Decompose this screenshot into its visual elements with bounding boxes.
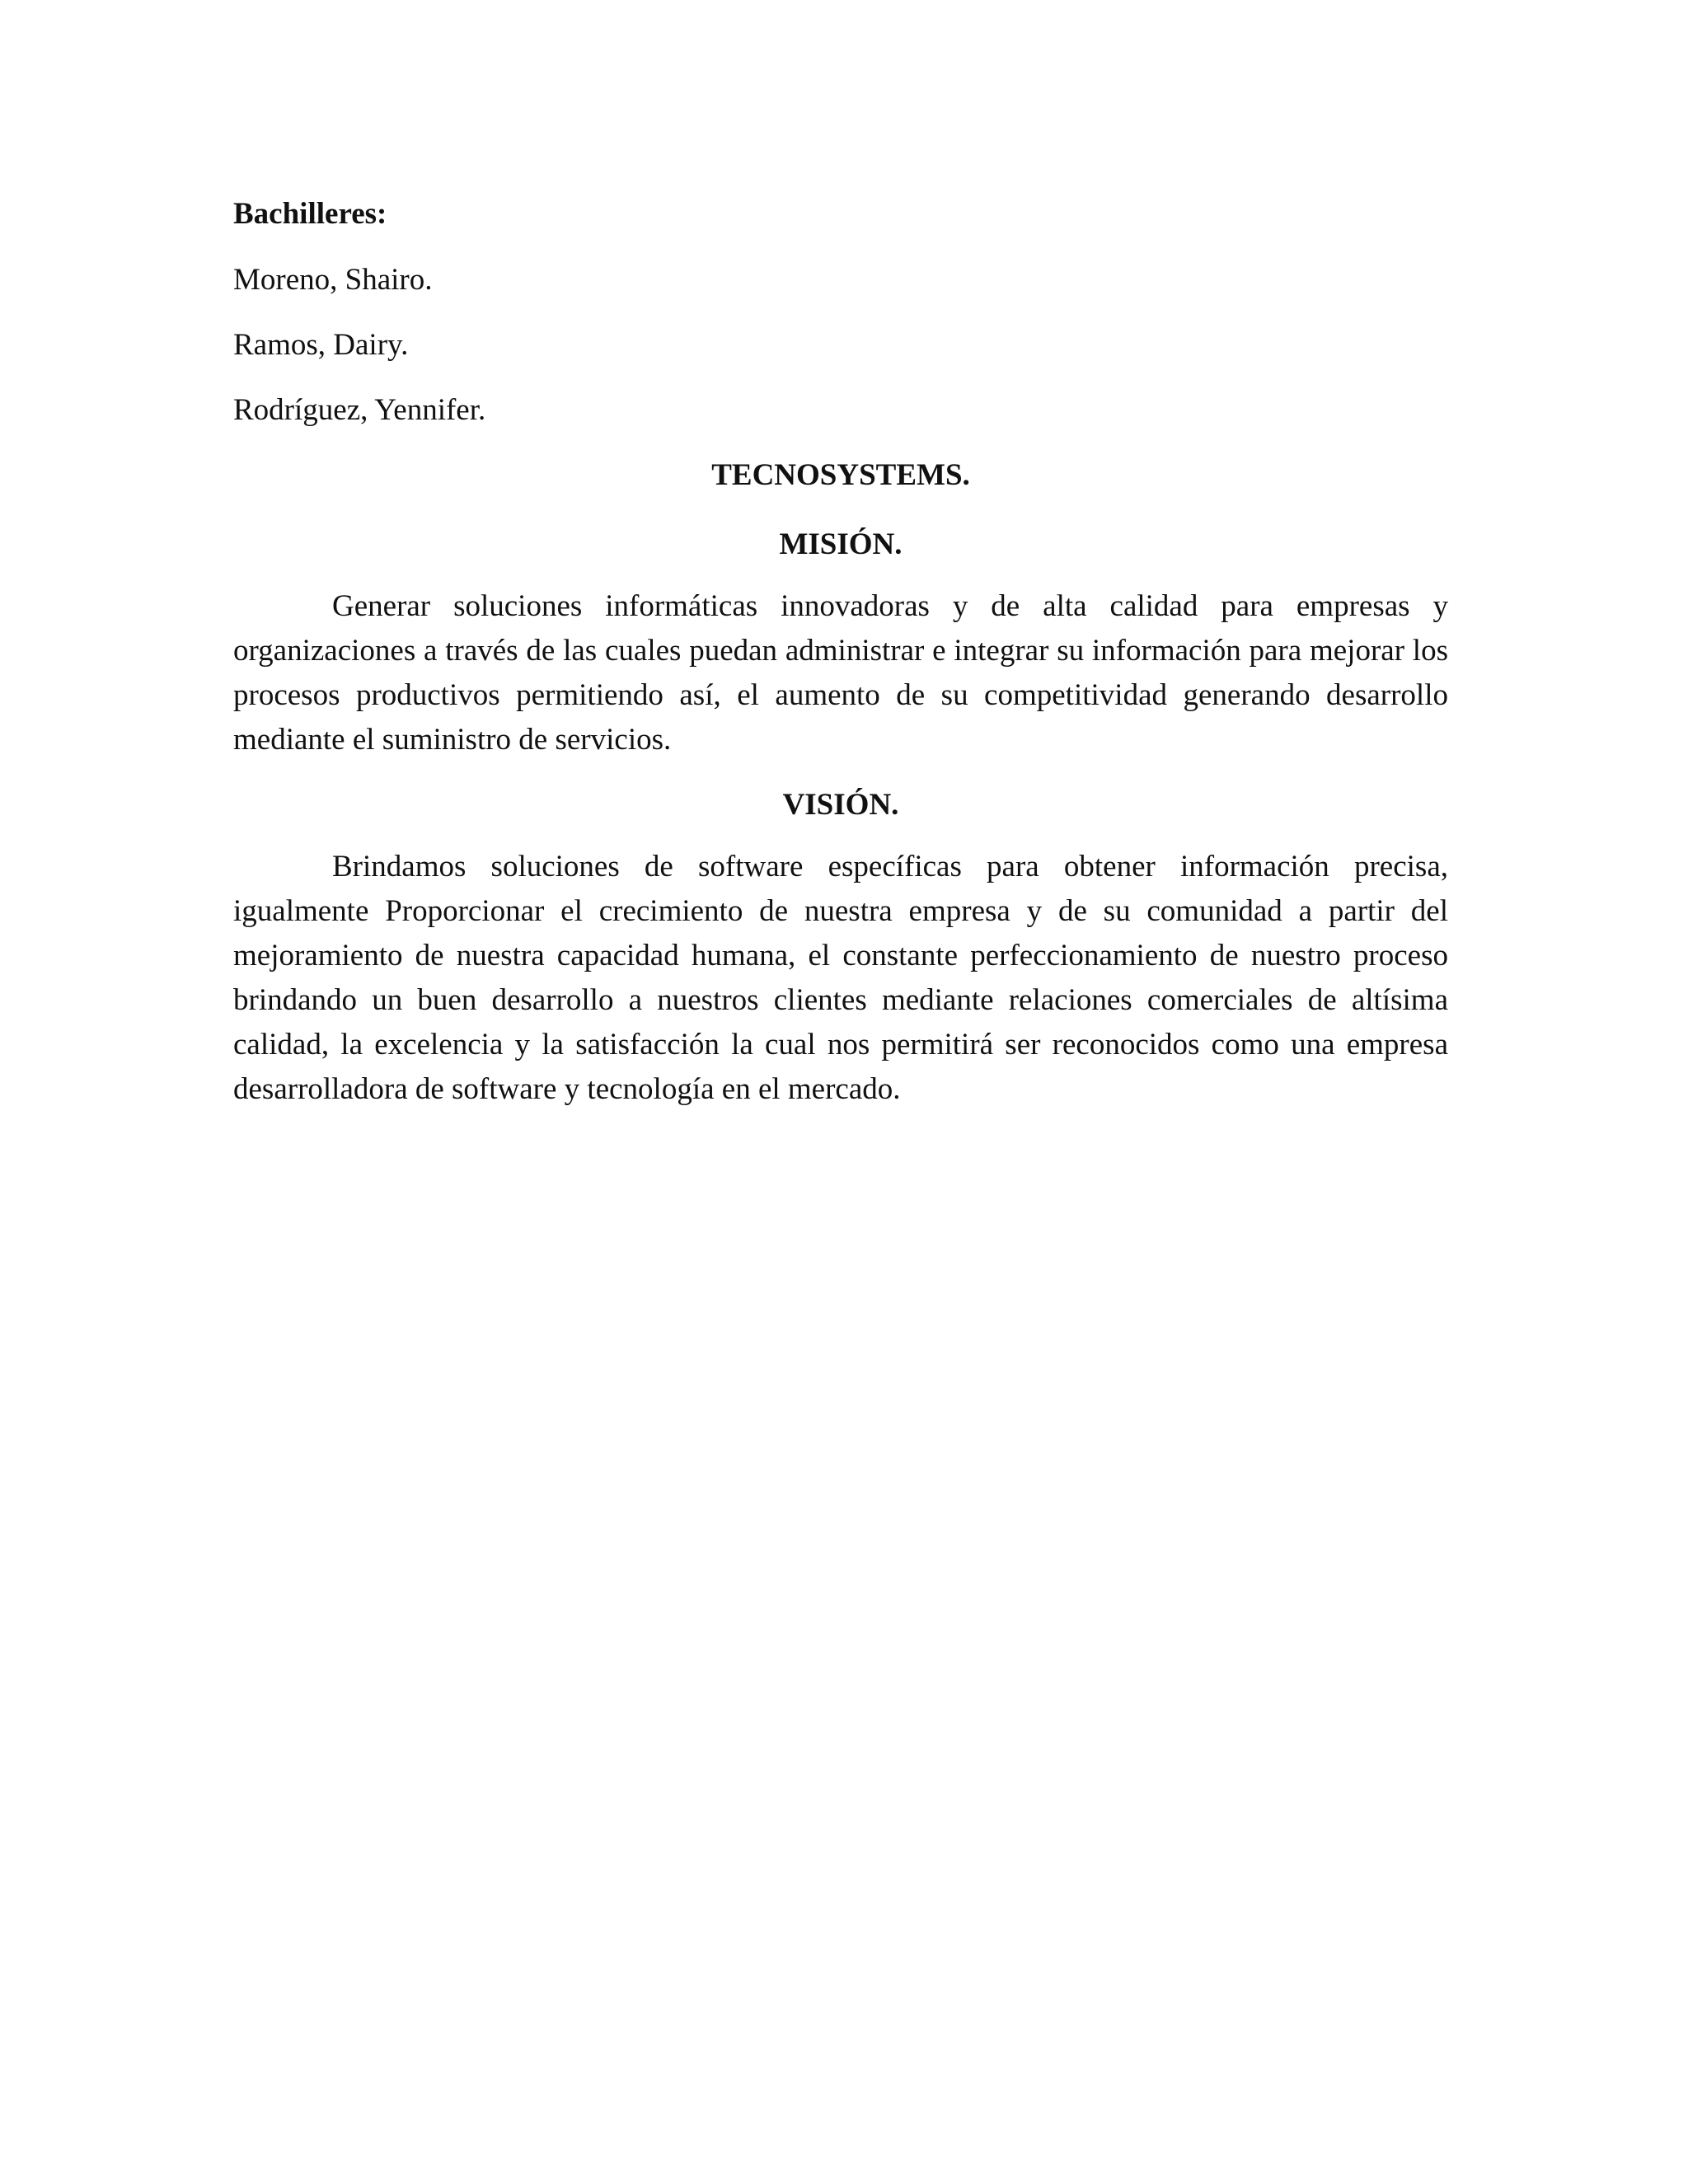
company-name-heading: TECNOSYSTEMS. <box>711 458 970 492</box>
mission-paragraph: Generar soluciones informáticas innovadoras y de alta calidad para empresas y organizaciones a través de las cuales puedan administrar e integrar su información para mejorar los procesos productivos permitiendo así, el aumento de su competitividad generando desarrollo mediante el suministro de servicios. <box>233 589 1448 757</box>
vision-paragraph: Brindamos soluciones de software específicas para obtener información precisa, igualmente Proporcionar el crecimiento de nuestra empresa y de su comunidad a partir del mejoramiento de nuestra capacidad humana, el constante perfeccionamiento de nuestro proceso brindando un buen desarrollo a nuestros clientes mediante relaciones comerciales de altísima calidad, la excelencia y la satisfacción la cual nos permitirá ser reconocidos como una empresa desarrolladora de software y tecnología en el mercado. <box>233 850 1448 1106</box>
vision-heading: VISIÓN. <box>782 788 899 822</box>
student-name-1: Moreno, Shairo. <box>233 263 433 297</box>
student-name-3: Rodríguez, Yennifer. <box>233 393 486 427</box>
document-body <box>233 191 1448 1132</box>
student-name-2: Ramos, Dairy. <box>233 328 409 362</box>
mission-heading: MISIÓN. <box>779 527 903 561</box>
students-label: Bachilleres: <box>233 197 387 231</box>
